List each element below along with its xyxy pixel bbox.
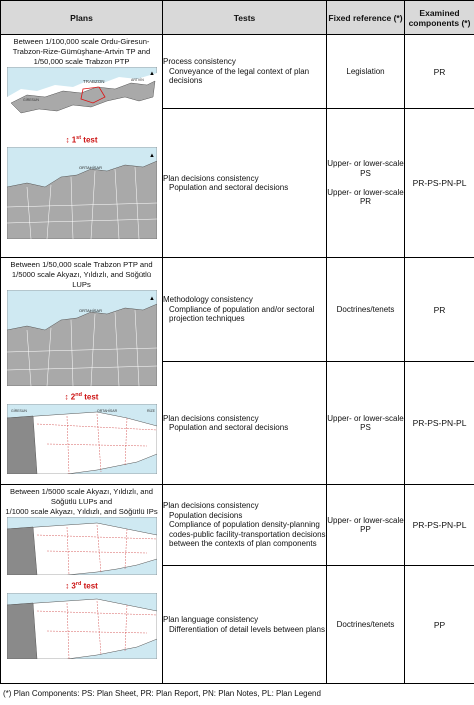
svg-text:RİZE: RİZE [146, 409, 155, 413]
components-cell: PR-PS-PN-PL [405, 362, 474, 485]
test-cell: Plan language consistency Differentiation of detail levels between plans [163, 566, 327, 684]
map-local-lup [7, 404, 157, 474]
svg-text:▲: ▲ [148, 153, 155, 159]
svg-text:▲: ▲ [148, 71, 155, 77]
svg-text:GİRESUN: GİRESUN [10, 409, 27, 413]
header-examined-components: Examined components (*) [405, 1, 474, 35]
test-arrow-icon: ↕ [65, 135, 70, 145]
header-tests: Tests [163, 1, 327, 35]
plan-cell-2 [1, 258, 163, 485]
map-local-lup [7, 517, 157, 575]
test-cell: Plan decisions consistency Population and sectoral decisions [163, 362, 327, 485]
svg-text:ORTAHİSAR: ORTAHİSAR [96, 409, 117, 413]
components-cell: PR [405, 35, 474, 109]
test-cell: Plan decisions consistency Population and sectoral decisions [163, 109, 327, 258]
components-cell: PR-PS-PN-PL [405, 109, 474, 258]
components-cell: PP [405, 566, 474, 684]
plan-cell-1 [1, 35, 163, 258]
reference-cell: Upper- or lower-scale PS [327, 362, 405, 485]
header-plans: Plans [1, 1, 163, 35]
test-arrow-icon: ↕ [64, 392, 69, 402]
map-label-artvin: ARTVİN [130, 78, 144, 82]
plan-description: Between 1/50,000 scale Trabzon PTP and 1/5000 scale Akyazı, Yıldızlı, and Söğütlü LUPs [10, 260, 153, 289]
reference-cell: Upper- or lower-scale PS Upper- or lower-scale PR [327, 109, 405, 258]
test-cell: Methodology consistency Compliance of population and/or sectoral projection techniques [163, 258, 327, 362]
test-arrow-icon: ↕ [65, 581, 70, 591]
plan-description: Between 1/100,000 scale Ordu-Giresun-Trabzon-Rize-Gümüşhane-Artvin TP and 1/50,000 scale Trabzon PTP [12, 37, 151, 66]
table-row [1, 35, 474, 109]
test-label-3: ↕ 3rd test [65, 581, 98, 591]
map-trabzon-ptp [7, 290, 157, 386]
footnote: (*) Plan Components: PS: Plan Sheet, PR: Plan Report, PN: Plan Notes, PL: Plan Legend [3, 689, 321, 698]
reference-cell: Doctrines/tenets [327, 258, 405, 362]
map-trabzon-ptp [7, 147, 157, 239]
svg-text:▲: ▲ [148, 296, 155, 302]
table-row [1, 258, 474, 362]
svg-text:ORTAHİSAR: ORTAHİSAR [78, 308, 102, 313]
test-label-2: ↕ 2nd test [64, 392, 99, 402]
header-fixed-reference: Fixed reference (*) [327, 1, 405, 35]
plan-description: Between 1/5000 scale Akyazı, Yıldızlı, and Söğütlü LUPs and 1/1000 scale Akyazı, Yıldızlı, and Söğütlü IPs [5, 487, 158, 516]
map-local-ip [7, 593, 157, 659]
components-cell: PR-PS-PN-PL [405, 485, 474, 566]
map-label-ortahisar: ORTAHİSAR [78, 165, 102, 170]
components-cell: PR [405, 258, 474, 362]
reference-cell: Upper- or lower-scale PP [327, 485, 405, 566]
plan-cell-3 [1, 485, 163, 684]
map-regional [7, 67, 157, 129]
header-row [1, 1, 474, 35]
test-cell: Plan decisions consistency Population decisions Compliance of population density-planning codes-public facility-transportation decisions between the contexts of plan components [163, 485, 327, 566]
map-label-trabzon: TRABZON [82, 79, 105, 84]
table-row [1, 485, 474, 566]
map-label-giresun: GİRESUN [22, 98, 39, 102]
reference-cell: Legislation [327, 35, 405, 109]
reference-cell: Doctrines/tenets [327, 566, 405, 684]
test-cell: Process consistency Conveyance of the legal context of plan decisions [163, 35, 327, 109]
test-label-1: ↕ 1st test [65, 135, 98, 145]
